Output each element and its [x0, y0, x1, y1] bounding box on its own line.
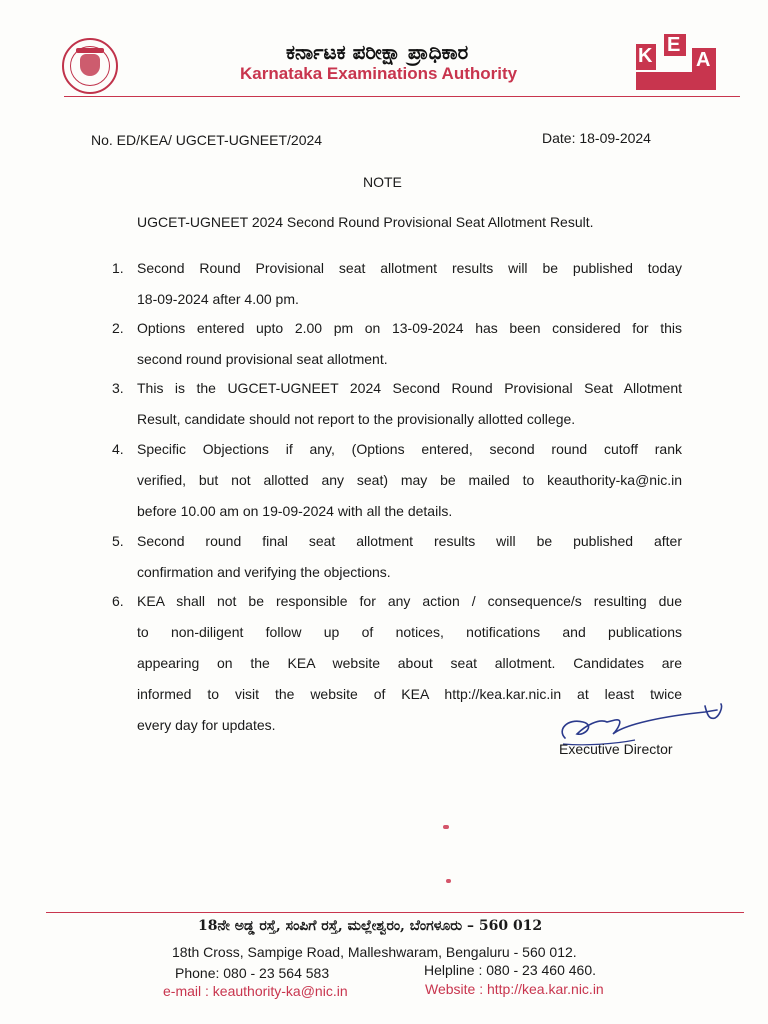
kea-logo	[636, 34, 718, 90]
list-item-line: to non-diligent follow up of notices, notifications and publications	[137, 624, 682, 640]
list-item-line: before 10.00 am on 19-09-2024 with all the details.	[137, 503, 453, 519]
list-item-line: appearing on the KEA website about seat allotment. Candidates are	[137, 655, 682, 671]
kea-logo-letter-a: A	[696, 49, 711, 71]
list-item-number: 5.	[112, 533, 124, 549]
list-item-number: 6.	[112, 593, 124, 609]
list-item-line: Specific Objections if any, (Options entered, second round cutoff rank	[137, 441, 682, 457]
stamp-mark	[446, 879, 451, 883]
document-date: Date: 18-09-2024	[542, 130, 651, 146]
list-item-line: verified, but not allotted any seat) may be mailed to keauthority-ka@nic.in	[137, 472, 682, 488]
list-item-line: 18-09-2024 after 4.00 pm.	[137, 291, 299, 307]
subject-line: UGCET-UGNEET 2024 Second Round Provisional Seat Allotment Result.	[137, 214, 594, 230]
list-item-line: informed to visit the website of KEA http://kea.kar.nic.in at least twice	[137, 686, 682, 702]
reference-number: No. ED/KEA/ UGCET-UGNEET/2024	[91, 132, 323, 148]
website-link[interactable]: Website : http://kea.kar.nic.in	[425, 981, 604, 997]
list-item-line: confirmation and verifying the objections.	[137, 564, 391, 580]
stamp-mark	[443, 825, 449, 829]
list-item-number: 1.	[112, 260, 124, 276]
signatory-title: Executive Director	[559, 741, 673, 757]
kea-logo-letter-k: K	[638, 45, 653, 67]
address-english: 18th Cross, Sampige Road, Malleshwaram, Bengaluru - 560 012.	[172, 944, 577, 960]
email-address: e-mail : keauthority-ka@nic.in	[163, 983, 348, 999]
list-item-number: 4.	[112, 441, 124, 457]
list-item-line: Second Round Provisional seat allotment results will be published today	[137, 260, 682, 276]
helpline-number: Helpline : 080 - 23 460 460.	[424, 962, 597, 978]
footer-divider	[46, 912, 744, 913]
list-item-line: every day for updates.	[137, 717, 276, 733]
list-item-line: This is the UGCET-UGNEET 2024 Second Round Provisional Seat Allotment	[137, 380, 682, 396]
list-item-line: Result, candidate should not report to the provisionally allotted college.	[137, 411, 576, 427]
authority-title-english: Karnataka Examinations Authority	[240, 64, 518, 83]
note-heading: NOTE	[363, 174, 402, 190]
list-item-number: 3.	[112, 380, 124, 396]
phone-number: Phone: 080 - 23 564 583	[175, 965, 330, 981]
header-divider	[64, 96, 740, 97]
karnataka-seal-icon	[62, 38, 118, 94]
list-item-line: second round provisional seat allotment.	[137, 351, 388, 367]
list-item-line: Second round final seat allotment results will be published after	[137, 533, 682, 549]
kea-logo-letter-e: E	[667, 34, 681, 56]
list-item-line: Options entered upto 2.00 pm on 13-09-2024 has been considered for this	[137, 320, 682, 336]
list-item-number: 2.	[112, 320, 124, 336]
list-item-line: KEA shall not be responsible for any action / consequence/s resulting due	[137, 593, 682, 609]
authority-title-kannada: ಕರ್ನಾಟಕ ಪರೀಕ್ಷಾ ಪ್ರಾಧಿಕಾರ	[286, 40, 469, 64]
address-kannada: 18ನೇ ಅಡ್ಡ ರಸ್ತೆ, ಸಂಪಿಗೆ ರಸ್ತೆ, ಮಲ್ಲೇಶ್ವರಂ, ಬೆಂಗಳೂರು – 560 012	[198, 918, 543, 934]
